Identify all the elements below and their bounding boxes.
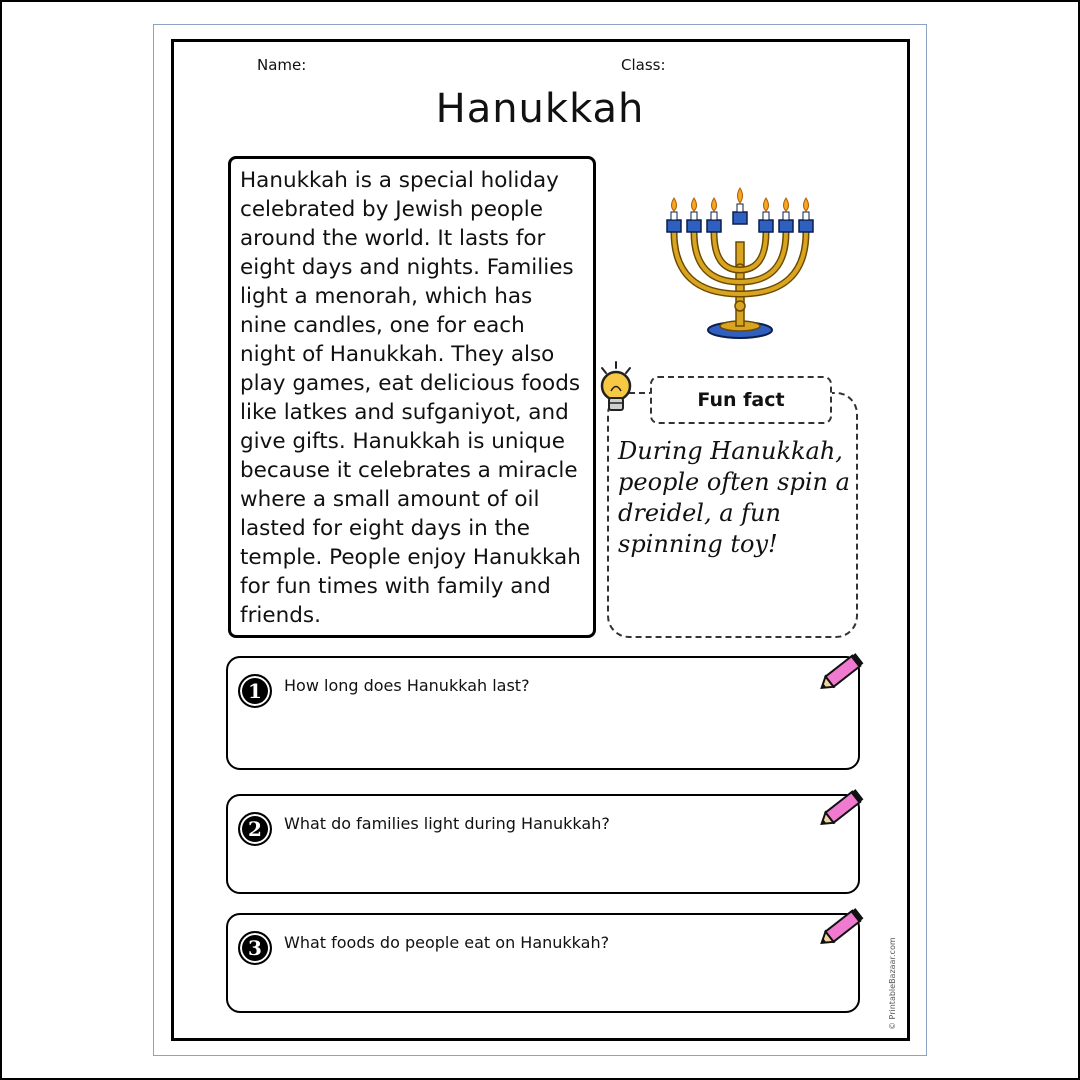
question-text: What foods do people eat on Hanukkah? <box>284 933 610 952</box>
question-text: What do families light during Hanukkah? <box>284 814 610 833</box>
lightbulb-icon <box>594 360 640 420</box>
question-2-box[interactable] <box>226 794 860 894</box>
fun-fact-label: Fun fact <box>650 376 832 424</box>
copyright-text: © PrintableBazaar.com <box>888 937 897 1030</box>
reading-passage: Hanukkah is a special holiday celebrated by Jewish people around the world. It lasts for eight days and nights. Families light a menorah, which has nine candles, one for each night of Hanukkah. They also play games, eat delicious foods like latkes and sufganiyot, and give gifts. Hanukkah is unique because it celebrates a miracle where a small amount of oil lasted for eight days in the temple. People enjoy Hanukkah for fun times with family and friends. <box>228 156 596 638</box>
question-3-box[interactable] <box>226 913 860 1013</box>
question-number: 3 <box>238 931 272 965</box>
question-1-box[interactable] <box>226 656 860 770</box>
pencil-icon <box>818 648 870 694</box>
name-label: Name: <box>257 56 307 74</box>
question-number: 1 <box>238 674 272 708</box>
page-title: Hanukkah <box>435 86 645 132</box>
pencil-icon <box>818 784 870 830</box>
question-number: 2 <box>238 812 272 846</box>
class-label: Class: <box>621 56 666 74</box>
question-text: How long does Hanukkah last? <box>284 676 530 695</box>
fun-fact-text: During Hanukkah, people often spin a dreidel, a fun spinning toy! <box>618 437 850 558</box>
pencil-icon <box>818 903 870 949</box>
menorah-icon <box>660 182 820 342</box>
